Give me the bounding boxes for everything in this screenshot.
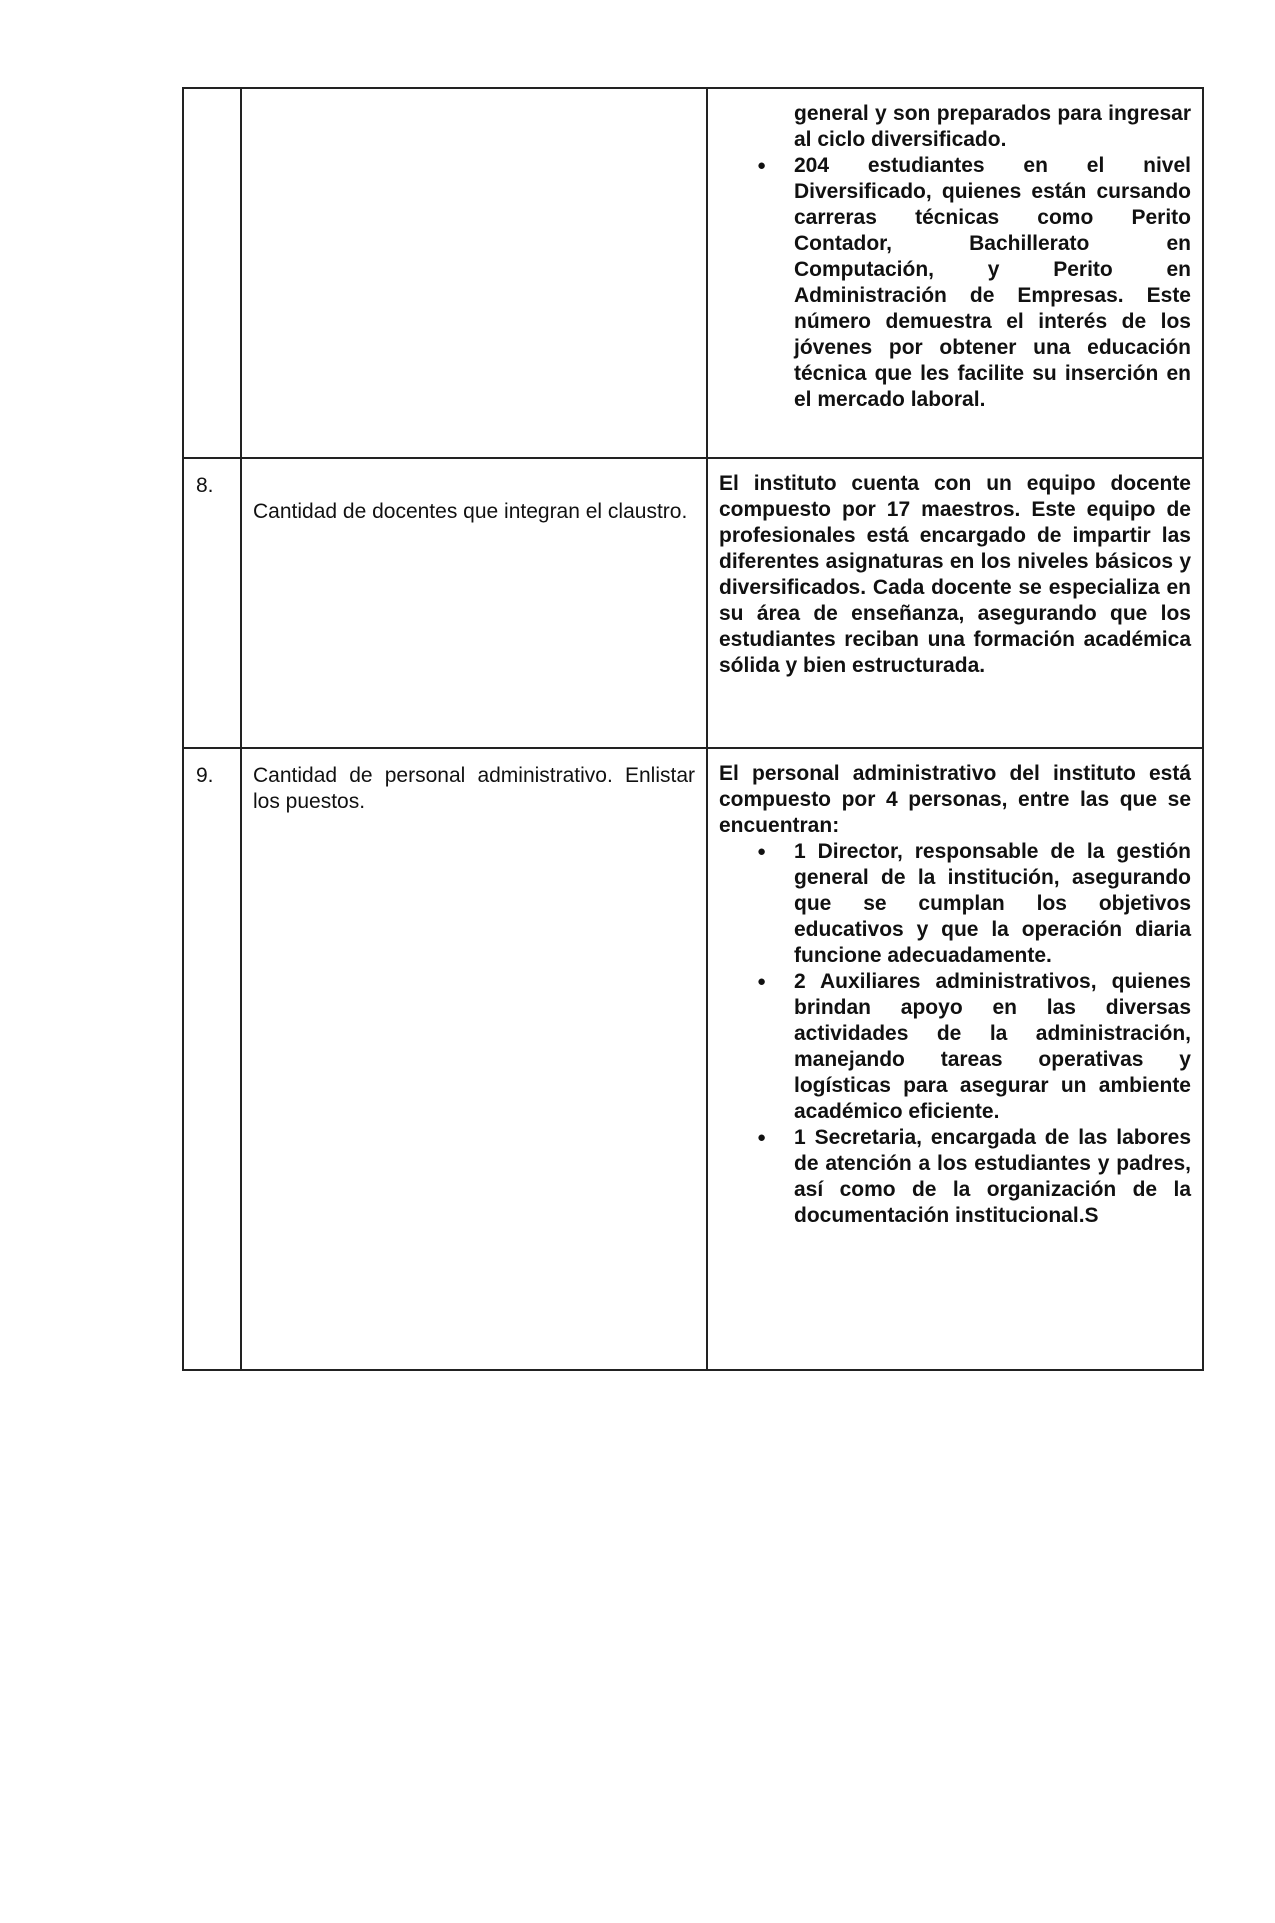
row-7-number-cell (183, 88, 241, 458)
row-7-list-item-continuation: general y son preparados para ingresar al ciclo diversificado. (794, 102, 1191, 151)
row-9-staff-list (719, 839, 1191, 1229)
row-7-list-item-diversificado: ● 204 estudiantes en el nivel Diversificado, quienes están cursando carreras técnicas como Perito Contador, Bachillerato en Computación, y Perito en Administración de Empresas. Este número demuestra el interés de los jóvenes por obtener una educación técnica que les facilite su inserción en el mercado laboral. (794, 153, 1191, 413)
row-9-list-item-auxiliares: ● 2 Auxiliares administrativos, quienes brindan apoyo en las diversas actividades de la administración, manejando tareas operativas y logísticas para asegurar un ambiente académico eficiente. (794, 969, 1191, 1125)
row-7-question-cell (241, 88, 707, 458)
row-7-question (242, 89, 706, 103)
survey-table (182, 87, 1204, 1371)
row-9-answer-intro: El personal administrativo del instituto está compuesto por 4 personas, entre las que se encuentran: (719, 762, 1191, 837)
row-9-list-item-director: ● 1 Director, responsable de la gestión general de la institución, asegurando que se cumplan los objetivos educativos y que la operación diaria funcione adecuadamente. (794, 839, 1191, 969)
row-8-answer-cell (707, 458, 1203, 748)
row-9-question: Cantidad de personal administrativo. Enlistar los puestos. (253, 764, 695, 813)
table-row-8 (183, 458, 1203, 748)
row-9-list-item-secretaria: ● 1 Secretaria, encargada de las labores de atención a los estudiantes y padres, así como de la organización de la documentación institucional.S (794, 1125, 1191, 1229)
row-7-answer-list (719, 101, 1191, 413)
row-9-number: 9. (196, 764, 214, 787)
row-8-number: 8. (196, 474, 214, 497)
row-7-answer-cell (707, 88, 1203, 458)
row-9-question-cell (241, 748, 707, 1370)
row-8-question: Cantidad de docentes que integran el claustro. (253, 500, 688, 523)
row-8-answer: El instituto cuenta con un equipo docente compuesto por 17 maestros. Este equipo de profesionales está encargado de impartir las diferentes asignaturas en los niveles básicos y diversificados. Cada docente se especializa en su área de enseñanza, asegurando que los estudiantes reciban una formación académica sólida y bien estructurada. (719, 472, 1191, 677)
row-8-question-cell (241, 458, 707, 748)
row-9-number-cell (183, 748, 241, 1370)
row-7-number (184, 89, 240, 103)
table-row-9 (183, 748, 1203, 1370)
row-8-number-cell (183, 458, 241, 748)
row-9-answer-cell (707, 748, 1203, 1370)
table-row-7 (183, 88, 1203, 458)
